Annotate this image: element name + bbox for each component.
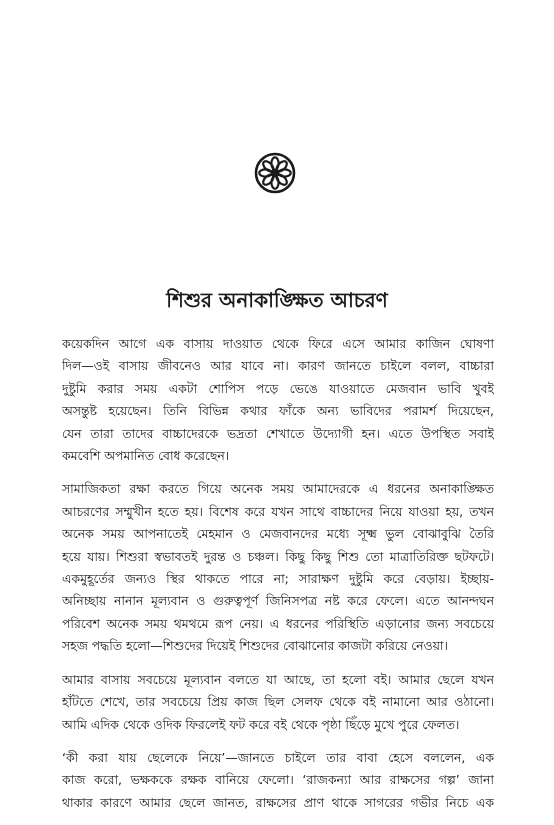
chapter-body (62, 333, 494, 825)
text-line: আচরণের সম্মুখীন হতে হয়। বিশেষ করে যখন সাথে বাচ্চাদের নিয়ে যাওয়া হয়, তখন (62, 503, 494, 519)
text-line: কমবেশি অপমানিত বোধ করেছেন। (62, 448, 230, 464)
text-line: সহজ পদ্ধতি হলো—শিশুদের দিয়েই শিশুদের বোঝানোর কাজটা করিয়ে নেওয়া। (62, 638, 448, 654)
text-line: অনিচ্ছায় নানান মূল্যবান ও গুরুত্বপূর্ণ জিনিসপত্র নষ্ট করে ফেলে। এতে আনন্দঘন (62, 593, 494, 609)
text-line: অসন্তুষ্ট হয়েছেন। তিনি বিভিন্ন কথার ফাঁকে অন্য ভাবিদের পরামর্শ দিয়েছেন, (62, 403, 494, 419)
paragraph (62, 478, 494, 657)
text-line: সামাজিকতা রক্ষা করতে গিয়ে অনেক সময় আমাদেরকে এ ধরনের অনাকাঙ্ক্ষিত (62, 481, 494, 497)
text-line: পরিবেশ অনেক সময় থমথমে রূপ নেয়। এ ধরনের পরিস্থিতি এড়ানোর জন্য সবচেয়ে (62, 615, 494, 631)
text-line: আমার বাসায় সবচেয়ে মূল্যবান বলতে যা আছে, তা হলো বই। আমার ছেলে যখন (62, 671, 494, 687)
text-line: দুষ্টুমি করার সময় একটা শোপিস পড়ে ভেঙে যাওয়াতে মেজবান ভাবি খুবই (62, 380, 494, 396)
chapter-title: শিশুর অনাকাঙ্ক্ষিত আচরণ (166, 288, 388, 312)
paragraph (62, 747, 494, 814)
text-line: যেন তারা তাদের বাচ্চাদেরকে ভদ্রতা শেখাতে উদ্যোগী হন। এতে উপস্থিত সবাই (62, 425, 494, 441)
text-line: অনেক সময় আপনাতেই মেহমান ও মেজবানদের মধ্যে সূক্ষ্ম ভুল বোঝাবুঝি তৈরি (62, 526, 494, 542)
text-line: ‘কী করা যায় ছেলেকে নিয়ে’—জানতে চাইলে তার বাবা হেসে বললেন, এক (62, 749, 494, 765)
paragraph (62, 333, 494, 467)
text-line: কাজ করো, ভক্ষককে রক্ষক বানিয়ে ফেলো। ‘রাজকন্যা আর রাক্ষসের গল্প’ জানা (62, 772, 494, 788)
paragraph (62, 669, 494, 736)
text-line: একমুহূর্তের জন্যও স্থির থাকতে পারে না; সারাক্ষণ দুষ্টুমি করে বেড়ায়। ইচ্ছায়- (62, 571, 494, 587)
text-line: থাকার কারণে আমার ছেলে জানত, রাক্ষসের প্রাণ থাকে সাগরের গভীর নিচে এক (62, 794, 494, 810)
text-line: হয়ে যায়। শিশুরা স্বভাবতই দুরন্ত ও চঞ্চল। কিছু কিছু শিশু তো মাত্রাতিরিক্ত ছটফটে। (62, 548, 494, 564)
text-line: দিল—ওই বাসায় জীবনেও আর যাবে না। কারণ জানতে চাইলে বলল, বাচ্চারা (62, 358, 494, 374)
text-line: কয়েকদিন আগে এক বাসায় দাওয়াত থেকে ফিরে এসে আমার কাজিন ঘোষণা (62, 336, 494, 351)
text-line: হাঁটতে শেখে, তার সবচেয়ে প্রিয় কাজ ছিল সেলফ থেকে বই নামানো আর ওঠানো। (62, 694, 494, 710)
flower-ornament-icon (254, 152, 296, 194)
text-line: আমি এদিক থেকে ওদিক ফিরলেই ফট করে বই থেকে পৃষ্ঠা ছিঁড়ে মুখে পুরে ফেলত। (62, 716, 460, 732)
